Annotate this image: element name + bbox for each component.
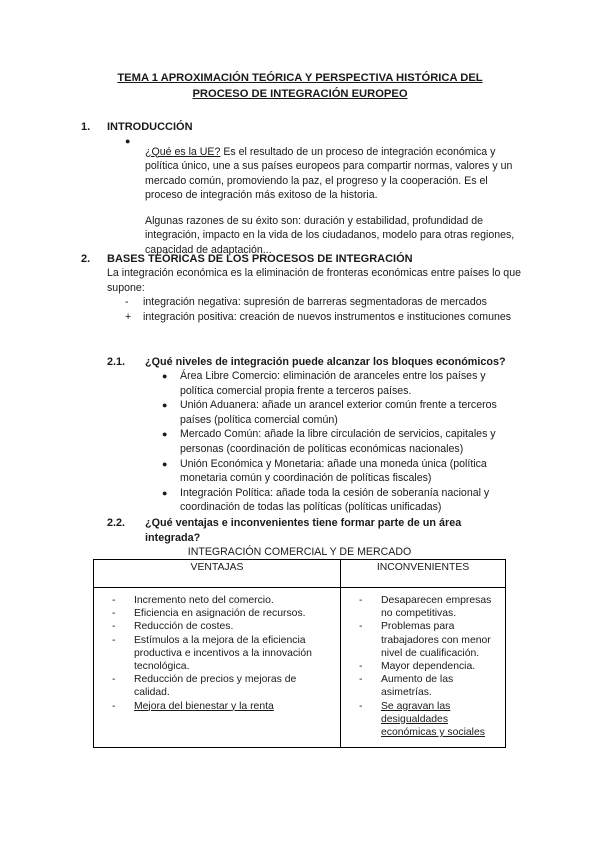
- item-text: integración positiva: creación de nuevos instrumentos e instituciones comunes: [143, 311, 512, 323]
- inconvenientes-cell: [341, 588, 506, 748]
- list-item: [359, 620, 499, 660]
- item-text: Incremento neto del comercio.: [134, 595, 274, 606]
- item-text: Mayor dependencia.: [381, 661, 476, 673]
- section-2-item-2: [125, 310, 525, 325]
- dash-marker: -: [359, 674, 363, 686]
- subsection-2-2-number: 2.2.: [107, 517, 126, 529]
- bullet-icon: ●: [125, 136, 131, 146]
- bullet-icon: ●: [162, 487, 168, 498]
- list-item: [162, 427, 522, 456]
- item-text: Estímulos a la mejora de la eficiencia productiva e incentivos a la innovación tecnológica.: [134, 634, 312, 673]
- item-text: Reducción de precios y mejoras de calidad.: [134, 674, 297, 699]
- list-item: [162, 369, 522, 398]
- section-1-number: 1.: [81, 121, 91, 133]
- integration-levels-list: [162, 369, 522, 515]
- list-item: [112, 673, 334, 699]
- section-1-body: [145, 134, 525, 268]
- comparison-table: [93, 559, 506, 748]
- bullet-icon: ●: [162, 400, 168, 411]
- section-1-text-2: Algunas razones de su éxito son: duración y estabilidad, profundidad de integración, impacto en la vida de los ciudadanos, modelo para otras regiones, capacidad de adaptación...: [145, 214, 515, 256]
- section-1-text-1: Es el resultado de un proceso de integración económica y política único, une a sus países europeos para compartir normas, valores y un mercado común, promoviendo la paz, el progreso y la cooperación. Es el proceso de integración más exitoso de la historia.: [145, 145, 513, 202]
- list-item: [359, 660, 499, 673]
- list-item: [112, 634, 334, 674]
- column-header-inconvenientes: INCONVENIENTES: [341, 560, 506, 588]
- item-text: integración negativa: supresión de barreras segmentadoras de mercados: [143, 296, 487, 308]
- title-line-2: PROCESO DE INTEGRACIÓN EUROPEO: [192, 88, 408, 100]
- document-title: [80, 70, 520, 102]
- level-text: Unión Económica y Monetaria: añade una moneda única (política monetaria común y coordinación de políticas fiscales): [180, 457, 487, 485]
- dash-marker: -: [359, 700, 363, 712]
- item-text: Mejora del bienestar y la renta: [134, 700, 274, 712]
- section-2-number: 2.: [81, 253, 91, 265]
- dash-marker: -: [112, 608, 116, 620]
- title-line-1: TEMA 1 APROXIMACIÓN TEÓRICA Y PERSPECTIVA HISTÓRICA DEL: [117, 72, 483, 84]
- section-2-item-1: [125, 295, 525, 310]
- list-item: [359, 673, 499, 699]
- item-text: Problemas para trabajadores con menor nivel de cualificación.: [381, 621, 491, 659]
- dash-marker: -: [112, 700, 116, 712]
- list-item: [359, 700, 499, 740]
- table-caption: INTEGRACIÓN COMERCIAL Y DE MERCADO: [187, 546, 412, 558]
- section-1-bullet: [125, 134, 525, 268]
- list-item: [162, 398, 522, 427]
- item-text: Eficiencia en asignación de recursos.: [134, 608, 306, 620]
- section-1-heading: INTRODUCCIÓN: [107, 121, 193, 133]
- list-item: [112, 594, 334, 607]
- level-text: Mercado Común: añade la libre circulación de servicios, capitales y personas (coordinación de políticas económicas nacionales): [180, 428, 496, 455]
- dash-marker: -: [125, 296, 129, 308]
- subsection-2-2-heading: ¿Qué ventajas e inconvenientes tiene formar parte de un área integrada?: [145, 517, 462, 544]
- dash-marker: -: [112, 595, 116, 606]
- level-text: Unión Aduanera: añade un arancel exterior común frente a terceros países (política comercial común): [180, 399, 497, 426]
- bullet-icon: ●: [162, 429, 168, 440]
- ventajas-cell: [94, 588, 341, 748]
- list-item: [162, 486, 522, 515]
- subsection-2-1-heading: ¿Qué niveles de integración puede alcanzar los bloques económicos?: [145, 356, 506, 368]
- bullet-icon: ●: [162, 371, 168, 381]
- list-item: [359, 594, 499, 620]
- list-item: [162, 457, 522, 486]
- item-text: Aumento de las asimetrías.: [381, 674, 454, 699]
- column-header-ventajas: VENTAJAS: [94, 560, 341, 588]
- section-2-heading: BASES TEÓRICAS DE LOS PROCESOS DE INTEGRACIÓN: [107, 253, 413, 265]
- item-text: Se agravan las desigualdades económicas y sociales: [381, 700, 485, 739]
- inconvenientes-list: [359, 594, 499, 739]
- ventajas-list: [112, 594, 334, 713]
- item-text: Desaparecen empresas no competitivas.: [381, 595, 492, 620]
- dash-marker: -: [112, 634, 116, 646]
- dash-marker: -: [359, 621, 363, 633]
- bullet-icon: ●: [162, 458, 168, 469]
- section-2-intro: La integración económica es la eliminación de fronteras económicas entre países lo que supone:: [107, 267, 521, 294]
- list-item: [112, 620, 334, 633]
- list-item: [112, 607, 334, 620]
- dash-marker: -: [112, 621, 116, 633]
- dash-marker: -: [112, 674, 116, 686]
- level-text: Área Libre Comercio: eliminación de aranceles entre los países y política comercial propia frente a terceros países.: [180, 370, 486, 397]
- question-link: ¿Qué es la UE?: [145, 145, 221, 158]
- list-item: [112, 700, 334, 713]
- dash-marker: -: [359, 661, 363, 673]
- subsection-2-1-number: 2.1.: [107, 356, 126, 368]
- level-text: Integración Política: añade toda la cesión de soberanía nacional y coordinación de todas las políticas (políticas unificadas): [180, 486, 490, 514]
- plus-marker: +: [125, 311, 132, 323]
- dash-marker: -: [359, 595, 363, 606]
- item-text: Reducción de costes.: [134, 621, 234, 633]
